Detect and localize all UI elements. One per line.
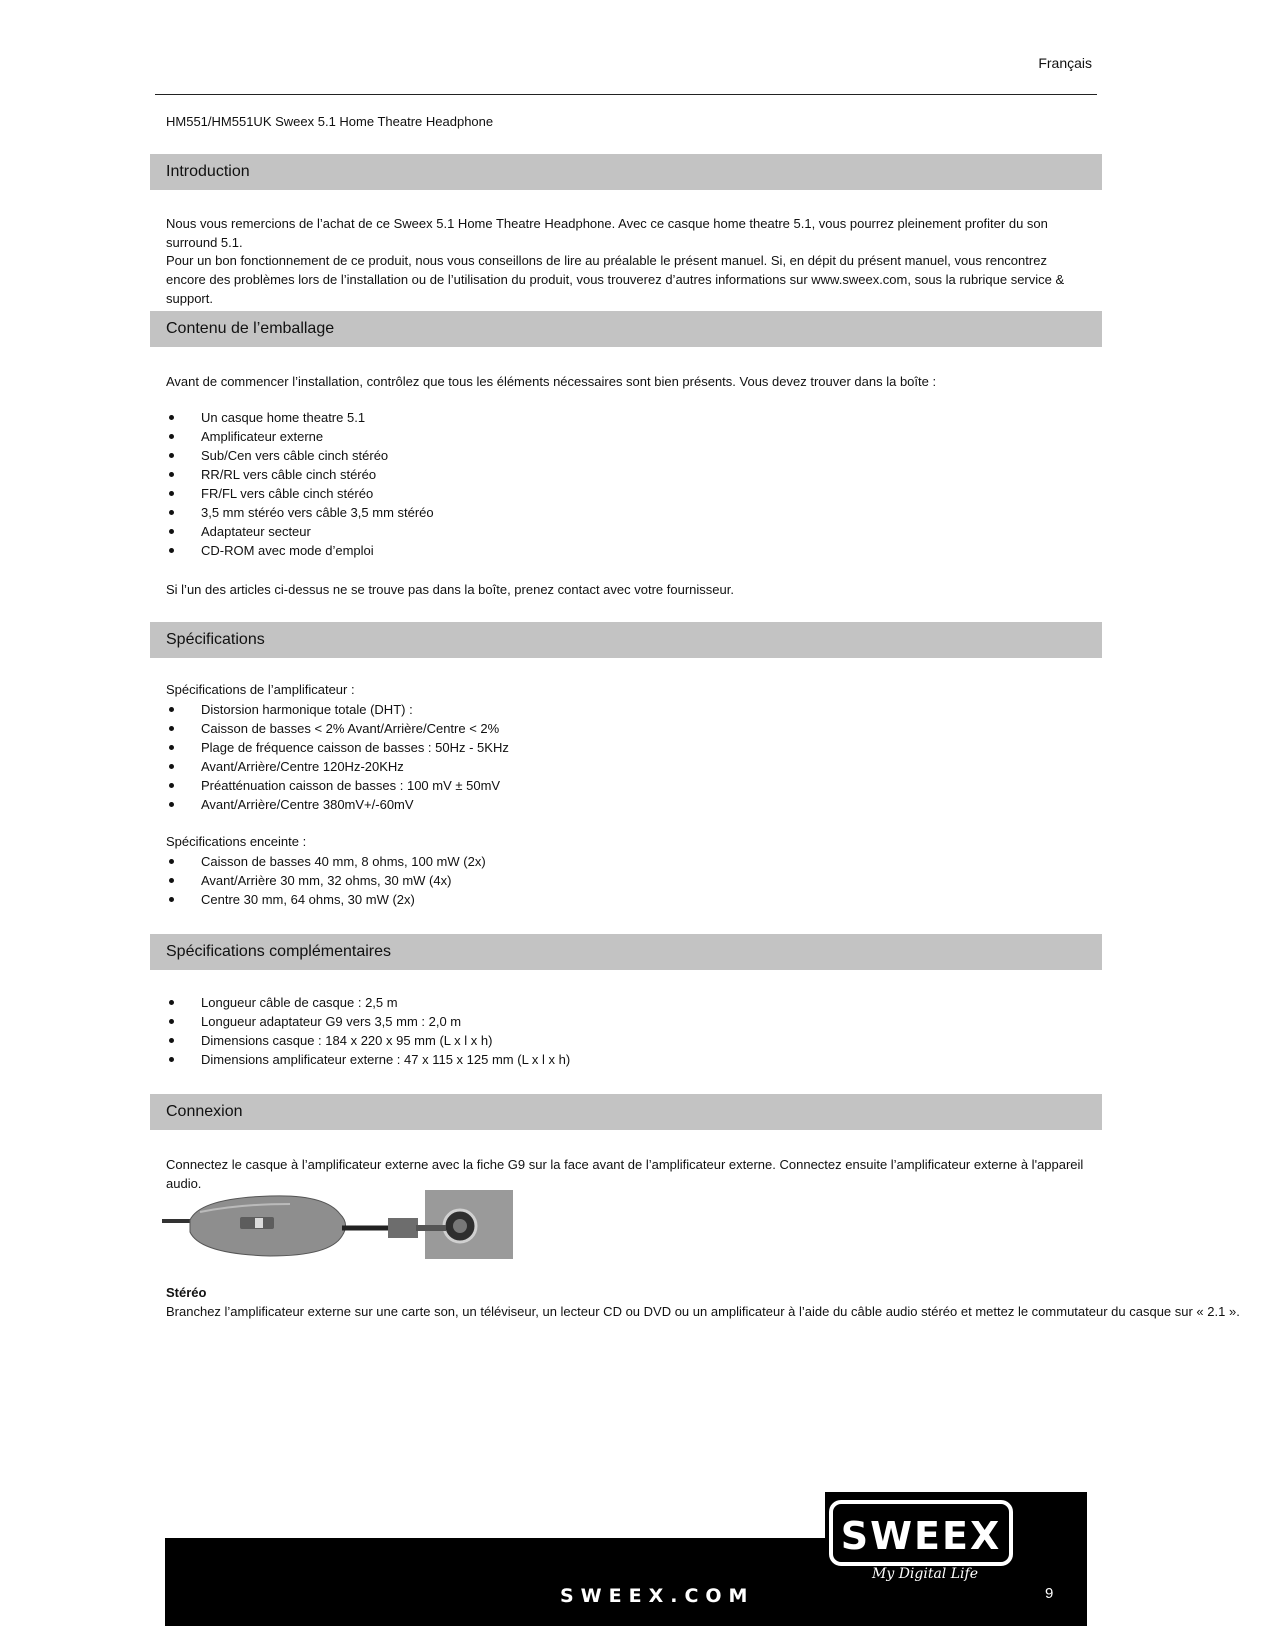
intro-paragraph-1: Nous vous remercions de l’achat de ce Sweex 5.1 Home Theatre Headphone. Avec ce casque home theatre 5.1, vous pourrez pleinement profiter du son surround 5.1. — [166, 216, 1048, 250]
page-number: 9 — [1045, 1585, 1054, 1602]
section-heading-specifications: Spécifications — [150, 622, 1102, 658]
list-item: Sub/Cen vers câble cinch stéréo — [166, 446, 434, 465]
connection-paragraph: Connectez le casque à l’amplificateur externe avec la fiche G9 sur la face avant de l’amplificateur externe. Connectez ensuite l’amplificateur externe à l'appareil audio. — [166, 1157, 1084, 1191]
svg-text:My Digital Life: My Digital Life — [872, 1566, 978, 1582]
list-item: Avant/Arrière/Centre 120Hz-20KHz — [166, 757, 509, 776]
extra-specs-list — [166, 993, 570, 1069]
svg-text:SWEEX: SWEEX — [840, 1514, 1002, 1558]
list-item: Dimensions casque : 184 x 220 x 95 mm (L x l x h) — [166, 1031, 570, 1050]
list-item: Longueur adaptateur G9 vers 3,5 mm : 2,0 m — [166, 1012, 570, 1031]
list-item: Dimensions amplificateur externe : 47 x 115 x 125 mm (L x l x h) — [166, 1050, 570, 1069]
list-item: Centre 30 mm, 64 ohms, 30 mW (2x) — [166, 890, 486, 909]
list-item: Un casque home theatre 5.1 — [166, 408, 434, 427]
language-label: Français — [1038, 55, 1092, 71]
intro-paragraph-2: Pour un bon fonctionnement de ce produit, nous vous conseillons de lire au préalable le présent manuel. Si, en dépit du présent manuel, vous rencontrez encore des problèmes lors de l’installation ou de l’utilisation du produit, vous trouverez d’autres informations sur www.sweex.com, sous la rubrique service & support. — [166, 253, 1065, 306]
list-item: Caisson de basses < 2% Avant/Arrière/Centre < 2% — [166, 719, 509, 738]
contents-list — [166, 408, 434, 560]
list-item: 3,5 mm stéréo vers câble 3,5 mm stéréo — [166, 503, 434, 522]
list-item: RR/RL vers câble cinch stéréo — [166, 465, 434, 484]
section-heading-extra-specs: Spécifications complémentaires — [150, 934, 1102, 970]
speaker-specs-list — [166, 852, 486, 909]
speaker-specs-label: Spécifications enceinte : — [166, 834, 307, 849]
list-item: Longueur câble de casque : 2,5 m — [166, 993, 570, 1012]
header-rule — [155, 94, 1097, 95]
list-item: Plage de fréquence caisson de basses : 50Hz - 5KHz — [166, 738, 509, 757]
list-item: Amplificateur externe — [166, 427, 434, 446]
sweex-logo — [825, 1492, 1087, 1588]
list-item: Avant/Arrière/Centre 380mV+/-60mV — [166, 795, 509, 814]
section-heading-contents: Contenu de l’emballage — [150, 311, 1102, 347]
amplifier-specs-list — [166, 700, 509, 814]
list-item: Avant/Arrière 30 mm, 32 ohms, 30 mW (4x) — [166, 871, 486, 890]
list-item: Préatténuation caisson de basses : 100 mV ± 50mV — [166, 776, 509, 795]
section-heading-connection: Connexion — [150, 1094, 1102, 1130]
stereo-paragraph: Branchez l’amplificateur externe sur une carte son, un téléviseur, un lecteur CD ou DVD ou un amplificateur à l’aide du câble audio stéréo et mettez le commutateur du casque sur « 2.1 ». — [166, 1304, 1240, 1319]
list-item: Adaptateur secteur — [166, 522, 434, 541]
list-item: FR/FL vers câble cinch stéréo — [166, 484, 434, 503]
list-item: CD-ROM avec mode d’emploi — [166, 541, 434, 560]
list-item: Caisson de basses 40 mm, 8 ohms, 100 mW (2x) — [166, 852, 486, 871]
list-item: Distorsion harmonique totale (DHT) : — [166, 700, 509, 719]
footer-website[interactable]: SWEEX.COM — [560, 1585, 755, 1607]
stereo-heading: Stéréo — [166, 1285, 207, 1300]
contents-intro: Avant de commencer l’installation, contrôlez que tous les éléments nécessaires sont bien présents. Vous devez trouver dans la boîte : — [166, 374, 937, 389]
product-title: HM551/HM551UK Sweex 5.1 Home Theatre Headphone — [166, 114, 494, 129]
section-heading-introduction: Introduction — [150, 154, 1102, 190]
amplifier-specs-label: Spécifications de l’amplificateur : — [166, 682, 355, 697]
connection-illustration — [160, 1190, 520, 1265]
contents-outro: Si l’un des articles ci-dessus ne se trouve pas dans la boîte, prenez contact avec votre fournisseur. — [166, 582, 734, 597]
